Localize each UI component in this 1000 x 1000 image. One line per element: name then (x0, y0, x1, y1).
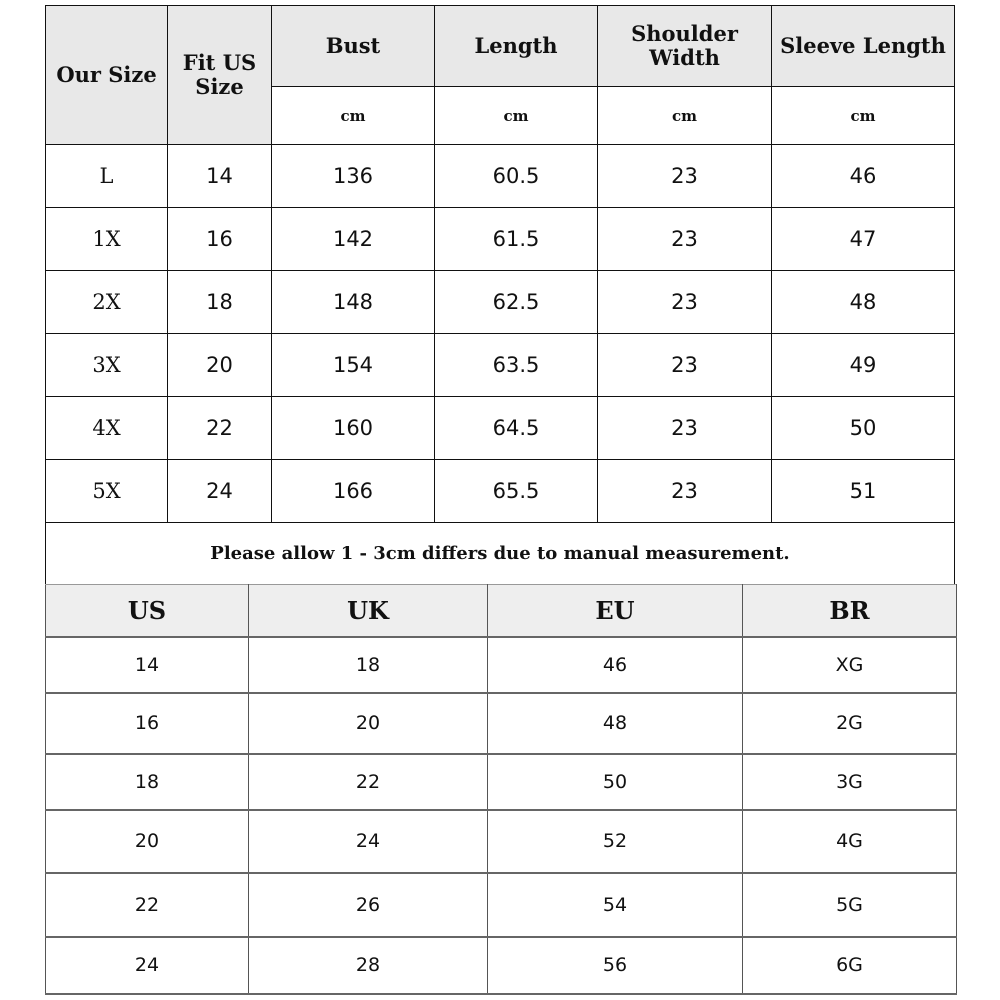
uk-cell: 24 (249, 810, 488, 873)
measurement-note: Please allow 1 - 3cm differs due to manual measurement. (46, 523, 955, 585)
length-cell: 62.5 (435, 271, 598, 334)
table-row (46, 460, 955, 523)
our-size-cell: 4X (46, 397, 168, 460)
bust-cell: 136 (272, 145, 435, 208)
bust-cell: 148 (272, 271, 435, 334)
header-bust: Bust (272, 6, 435, 87)
length-cell: 60.5 (435, 145, 598, 208)
fit-us-cell: 22 (168, 397, 272, 460)
header-us: US (46, 585, 249, 637)
br-cell: 6G (743, 937, 957, 994)
sleeve-cell: 51 (772, 460, 955, 523)
header-length: Length (435, 6, 598, 87)
shoulder-cell: 23 (598, 460, 772, 523)
eu-cell: 46 (488, 637, 743, 693)
sleeve-cell: 48 (772, 271, 955, 334)
br-cell: 4G (743, 810, 957, 873)
shoulder-cell: 23 (598, 208, 772, 271)
bust-cell: 160 (272, 397, 435, 460)
uk-cell: 20 (249, 693, 488, 754)
bust-cell: 154 (272, 334, 435, 397)
length-cell: 64.5 (435, 397, 598, 460)
unit-shoulder-width: cm (598, 87, 772, 145)
eu-cell: 50 (488, 754, 743, 810)
eu-cell: 52 (488, 810, 743, 873)
sleeve-cell: 50 (772, 397, 955, 460)
table-row (46, 208, 955, 271)
uk-cell: 18 (249, 637, 488, 693)
note-row (46, 523, 955, 585)
length-cell: 63.5 (435, 334, 598, 397)
table-row (46, 334, 955, 397)
sleeve-cell: 47 (772, 208, 955, 271)
our-size-cell: 1X (46, 208, 168, 271)
fit-us-cell: 16 (168, 208, 272, 271)
header-shoulder-width: Shoulder Width (598, 6, 772, 87)
length-cell: 65.5 (435, 460, 598, 523)
conversion-header-row (46, 585, 957, 637)
header-fit-us-line1: Fit US (182, 50, 257, 75)
us-cell: 16 (46, 693, 249, 754)
header-fit-us-size (168, 6, 272, 145)
size-chart-header-row (46, 6, 955, 87)
our-size-cell: 3X (46, 334, 168, 397)
shoulder-cell: 23 (598, 334, 772, 397)
table-row (46, 810, 957, 873)
header-fit-us-line2: Size (195, 74, 244, 99)
header-br: BR (743, 585, 957, 637)
shoulder-cell: 23 (598, 271, 772, 334)
us-cell: 22 (46, 873, 249, 937)
us-cell: 24 (46, 937, 249, 994)
shoulder-cell: 23 (598, 397, 772, 460)
length-cell: 61.5 (435, 208, 598, 271)
us-cell: 18 (46, 754, 249, 810)
unit-length: cm (435, 87, 598, 145)
header-eu: EU (488, 585, 743, 637)
size-conversion-table (45, 584, 957, 995)
uk-cell: 22 (249, 754, 488, 810)
eu-cell: 56 (488, 937, 743, 994)
our-size-cell: 5X (46, 460, 168, 523)
table-row (46, 397, 955, 460)
table-row (46, 873, 957, 937)
our-size-cell: 2X (46, 271, 168, 334)
fit-us-cell: 24 (168, 460, 272, 523)
us-cell: 14 (46, 637, 249, 693)
bust-cell: 142 (272, 208, 435, 271)
sleeve-cell: 46 (772, 145, 955, 208)
header-sleeve-length: Sleeve Length (772, 6, 955, 87)
br-cell: 2G (743, 693, 957, 754)
table-row (46, 145, 955, 208)
uk-cell: 28 (249, 937, 488, 994)
header-our-size: Our Size (46, 6, 168, 145)
shoulder-cell: 23 (598, 145, 772, 208)
unit-bust: cm (272, 87, 435, 145)
eu-cell: 54 (488, 873, 743, 937)
br-cell: XG (743, 637, 957, 693)
bust-cell: 166 (272, 460, 435, 523)
header-uk: UK (249, 585, 488, 637)
fit-us-cell: 18 (168, 271, 272, 334)
uk-cell: 26 (249, 873, 488, 937)
table-row (46, 693, 957, 754)
br-cell: 3G (743, 754, 957, 810)
eu-cell: 48 (488, 693, 743, 754)
fit-us-cell: 14 (168, 145, 272, 208)
our-size-cell: L (46, 145, 168, 208)
table-row (46, 937, 957, 994)
br-cell: 5G (743, 873, 957, 937)
fit-us-cell: 20 (168, 334, 272, 397)
sleeve-cell: 49 (772, 334, 955, 397)
us-cell: 20 (46, 810, 249, 873)
table-row (46, 271, 955, 334)
table-row (46, 754, 957, 810)
table-row (46, 637, 957, 693)
unit-sleeve-length: cm (772, 87, 955, 145)
size-chart-table (45, 5, 955, 585)
